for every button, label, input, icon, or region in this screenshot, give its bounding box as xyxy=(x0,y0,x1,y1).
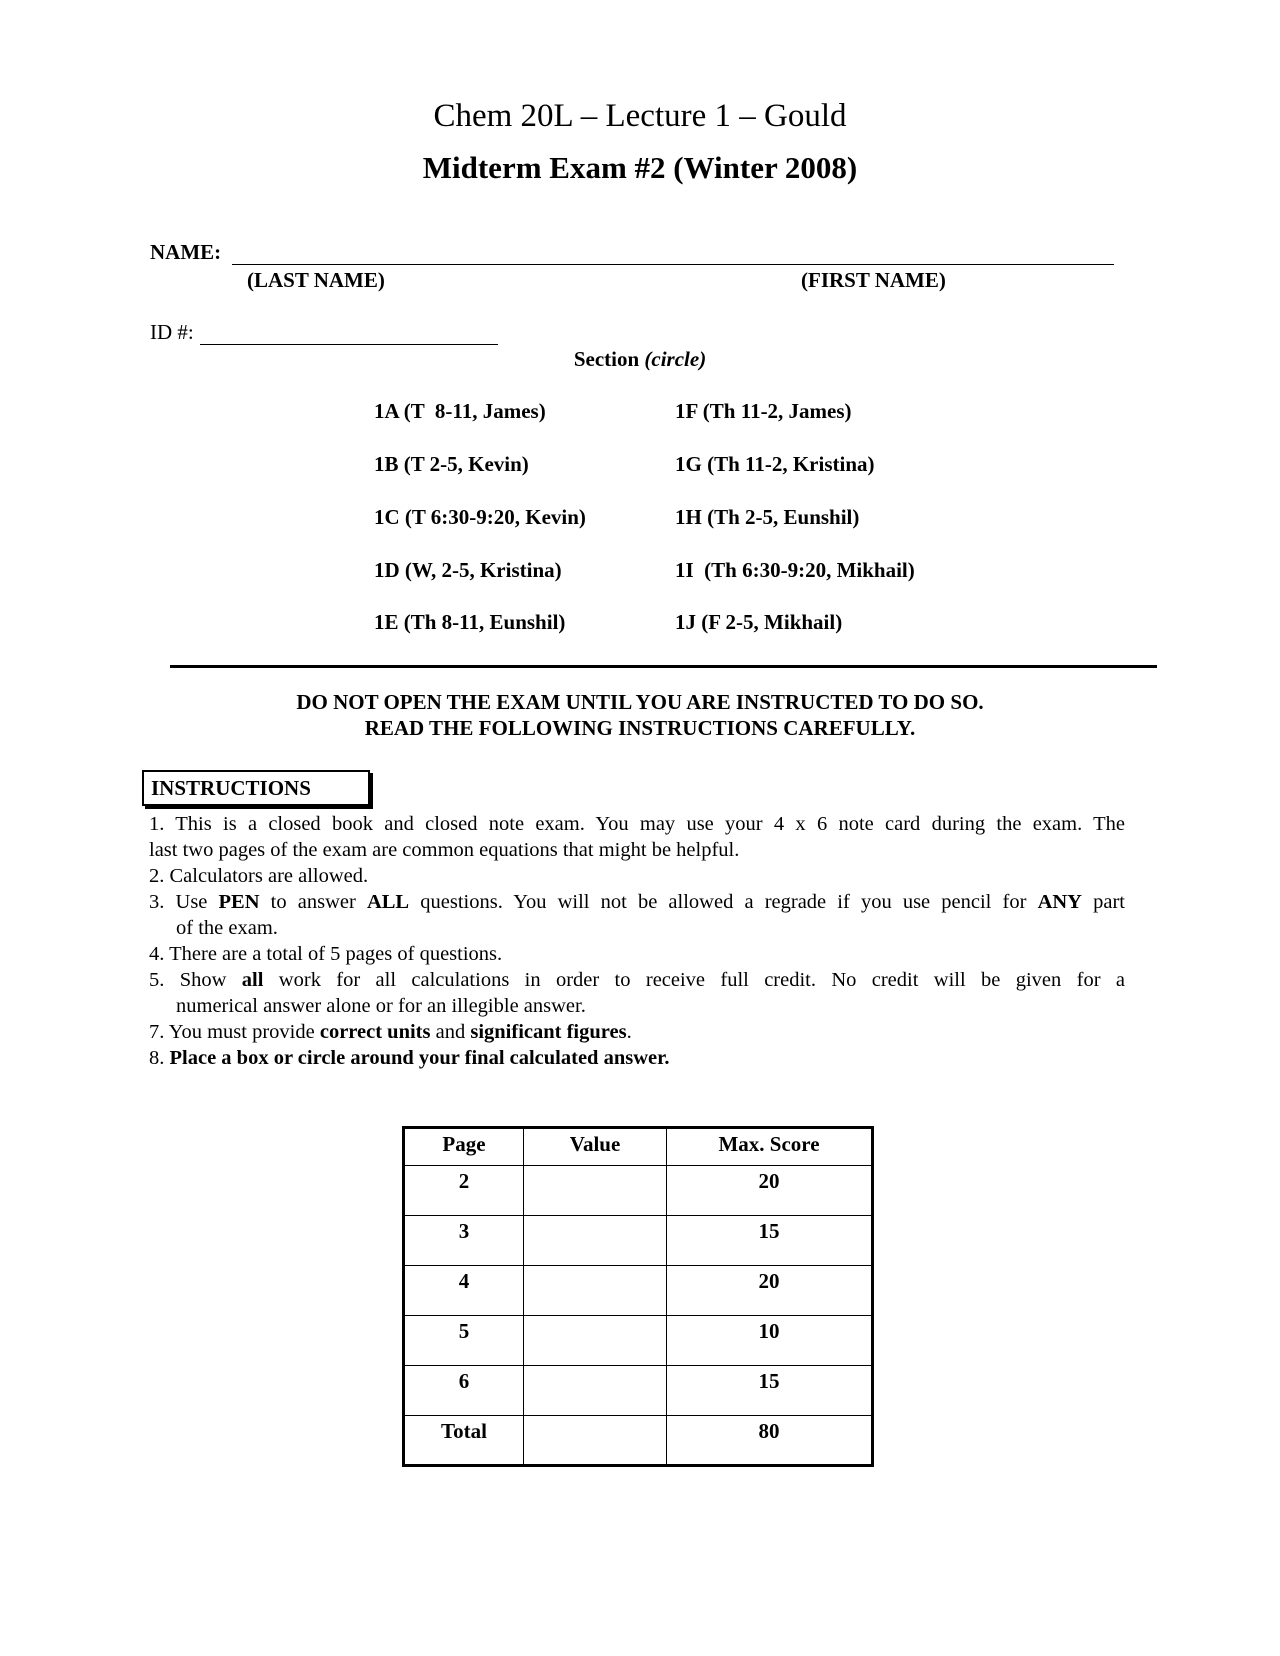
id-label: ID #: xyxy=(150,320,194,344)
instruction-7: 7. You must provide correct units and significant figures. xyxy=(149,1021,632,1043)
instruction-5: 5. Show all work for all calculations in order to receive full credit. No credit will be given for a xyxy=(149,969,1125,991)
table-row xyxy=(404,1166,873,1216)
cell-max: 15 xyxy=(667,1216,873,1266)
table-row-total xyxy=(404,1416,873,1466)
instruction-1-line-1: 1. This is a closed book and closed note exam. You may use your 4 x 6 note card during the exam. The xyxy=(149,813,1125,835)
table-row xyxy=(404,1266,873,1316)
cell-page: Total xyxy=(404,1416,524,1466)
instruction-4: 4. There are a total of 5 pages of questions. xyxy=(149,943,503,965)
table-header-row xyxy=(404,1128,873,1166)
cell-max: 10 xyxy=(667,1316,873,1366)
score-table xyxy=(402,1126,874,1467)
section-label: Section xyxy=(573,347,640,371)
section-option[interactable]: 1G (Th 11-2, Kristina) xyxy=(675,452,875,476)
section-option[interactable]: 1H (Th 2-5, Eunshil) xyxy=(675,505,860,529)
section-option[interactable]: 1C (T 6:30-9:20, Kevin) xyxy=(374,505,586,529)
cell-value[interactable] xyxy=(524,1366,667,1416)
section-option[interactable]: 1B (T 2-5, Kevin) xyxy=(374,452,529,476)
cell-max: 80 xyxy=(667,1416,873,1466)
name-field[interactable] xyxy=(232,238,1114,265)
header-max-score: Max. Score xyxy=(667,1128,873,1166)
first-name-caption: (FIRST NAME) xyxy=(801,268,946,292)
section-hint: (circle) xyxy=(644,347,707,371)
table-row xyxy=(404,1216,873,1266)
instruction-3: 3. Use PEN to answer ALL questions. You will not be allowed a regrade if you use pencil for ANY part xyxy=(149,891,1125,913)
instruction-8: 8. Place a box or circle around your final calculated answer. xyxy=(149,1047,670,1069)
cell-value[interactable] xyxy=(524,1216,667,1266)
id-field[interactable] xyxy=(200,318,498,345)
instruction-5-cont: numerical answer alone or for an illegible answer. xyxy=(176,995,586,1017)
cell-page: 6 xyxy=(404,1366,524,1416)
section-option[interactable]: 1A (T 8-11, James) xyxy=(374,399,546,423)
header-value: Value xyxy=(524,1128,667,1166)
divider xyxy=(170,665,1157,668)
cell-page: 2 xyxy=(404,1166,524,1216)
cell-value[interactable] xyxy=(524,1166,667,1216)
instruction-3-cont: of the exam. xyxy=(176,917,278,939)
section-option[interactable]: 1F (Th 11-2, James) xyxy=(675,399,852,423)
cell-max: 15 xyxy=(667,1366,873,1416)
warning-line-1: DO NOT OPEN THE EXAM UNTIL YOU ARE INSTRUCTED TO DO SO. xyxy=(296,690,984,714)
section-heading xyxy=(0,347,1280,372)
cell-page: 3 xyxy=(404,1216,524,1266)
instructions-heading: INSTRUCTIONS xyxy=(142,770,370,806)
table-row xyxy=(404,1366,873,1416)
table-row xyxy=(404,1316,873,1366)
section-option[interactable]: 1E (Th 8-11, Eunshil) xyxy=(374,610,566,634)
name-label: NAME: xyxy=(150,240,222,264)
section-option[interactable]: 1J (F 2-5, Mikhail) xyxy=(675,610,843,634)
cell-max: 20 xyxy=(667,1266,873,1316)
exam-title: Midterm Exam #2 (Winter 2008) xyxy=(422,150,858,185)
cell-page: 5 xyxy=(404,1316,524,1366)
cell-page: 4 xyxy=(404,1266,524,1316)
last-name-caption: (LAST NAME) xyxy=(247,268,385,292)
instruction-2: 2. Calculators are allowed. xyxy=(149,865,369,887)
cell-max: 20 xyxy=(667,1166,873,1216)
cell-value[interactable] xyxy=(524,1316,667,1366)
instruction-1-line-2: last two pages of the exam are common equations that might be helpful. xyxy=(149,839,740,861)
course-line: Chem 20L – Lecture 1 – Gould xyxy=(433,98,847,134)
section-option[interactable]: 1D (W, 2-5, Kristina) xyxy=(374,558,562,582)
header-page: Page xyxy=(404,1128,524,1166)
section-option[interactable]: 1I (Th 6:30-9:20, Mikhail) xyxy=(675,558,915,582)
warning-line-2: READ THE FOLLOWING INSTRUCTIONS CAREFULLY. xyxy=(364,716,916,740)
cell-value[interactable] xyxy=(524,1416,667,1466)
cell-value[interactable] xyxy=(524,1266,667,1316)
